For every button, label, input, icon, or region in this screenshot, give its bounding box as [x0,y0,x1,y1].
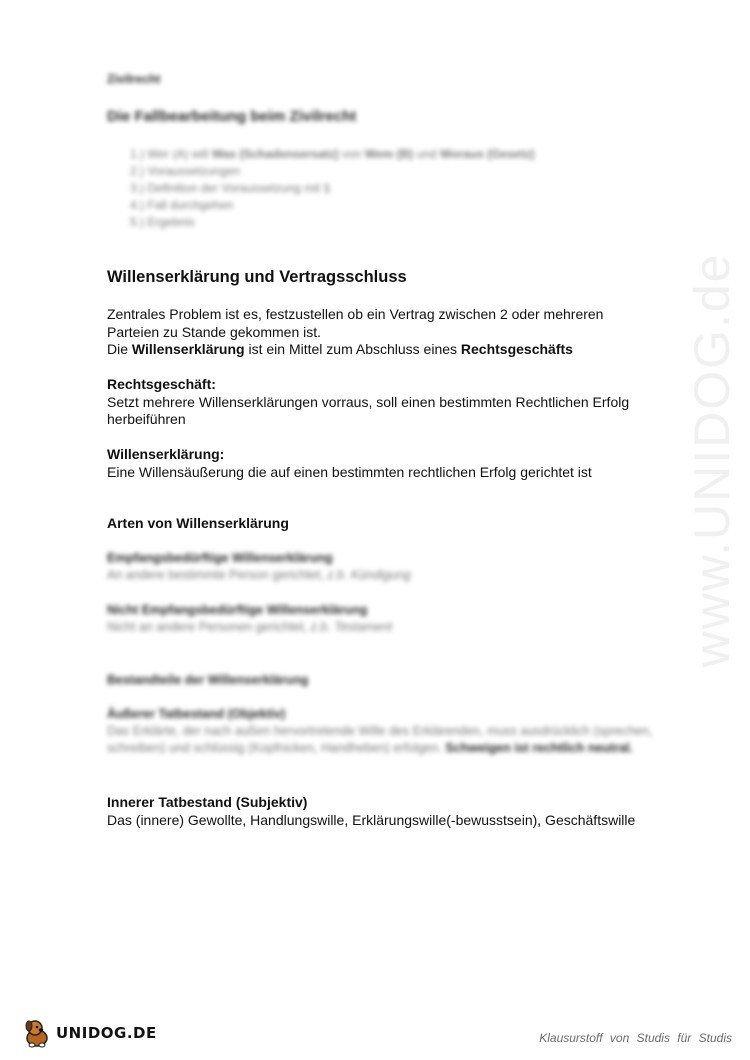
innerer-tatbestand [107,794,702,829]
dog-mascot-icon [20,1016,54,1050]
list-item: 2.) Voraussetzungen [130,164,241,178]
definition-text: Das (innere) Gewollte, Handlungswille, Erklärungswille(-bewusstsein), Geschäftswille [107,811,636,828]
blurred-block-aeusserer-tatbestand: Äußerer Tatbestand (Objektiv) Das Erklärte, der nach außen hervortretende Wille des Erklärenden, muss ausdrücklich (sprechen, schreiben) und schlüssig (Kopfnicken, Handheben) erfolgen. Schweigen ist rechtlich neutral. [107,707,653,755]
footer-tagline: Klausurstoff von Studis für Studis [539,1031,732,1045]
list-item: 3.) Definition der Voraussetzung mit § [130,181,331,195]
section-heading: Willenserklärung und Vertragsschluss [107,268,407,286]
section-label: Zivilrecht [107,72,161,86]
blurred-heading-bestandteile: Bestandteile der Willenserklärung [107,673,309,687]
unidog-logo [20,1016,157,1050]
willenserklaerung-definition [107,446,707,481]
subsection-heading: Arten von Willenserklärung [107,515,289,531]
logo-wordmark: UNIDOG.DE [56,1024,157,1042]
watermark: www.UNIDOG.de [684,252,740,668]
list-item: 5.) Ergebnis [130,215,195,229]
definition-text: Eine Willensäußerung die auf einen bestimmten rechtlichen Erfolg gerichtet ist [107,463,592,480]
definition-term: Rechtsgeschäft: [107,376,216,392]
blurred-block-empfangsbeduerftig: Empfangsbedürftige Willenserklärung An andere bestimmte Person gerichtet, z.b. Kündigung [107,551,411,582]
rechtsgeschaeft-definition [107,376,707,429]
definition-term: Innerer Tatbestand (Subjektiv) [107,794,308,810]
intro-paragraph: Zentrales Problem ist es, festzustellen ob ein Vertrag zwischen 2 oder mehreren Parteien zu Stande gekommen ist. Die Willenserklärung ist ein Mittel zum Abschluss eines Rechtsgeschäfts [107,306,604,357]
definition-text: Setzt mehrere Willenserklärungen vorraus, soll einen bestimmten Rechtlichen Erfolg herbeiführen [107,393,630,427]
document-title: Die Fallbearbeitung beim Zivilrecht [107,108,357,125]
steps-list [130,146,534,231]
list-item: 1.) Wer (A) will Was (Schadensersatz) von Wem (B) und Woraus (Gesetz) [130,147,535,161]
list-item: 4.) Fall durchgehen [130,198,234,212]
blurred-block-nicht-empfangsbeduerftig: Nicht Empfangsbedürftige Willenserklärung Nicht an andere Personen gerichtet, z.b. Testament [107,603,393,634]
definition-term: Willenserklärung: [107,446,225,462]
